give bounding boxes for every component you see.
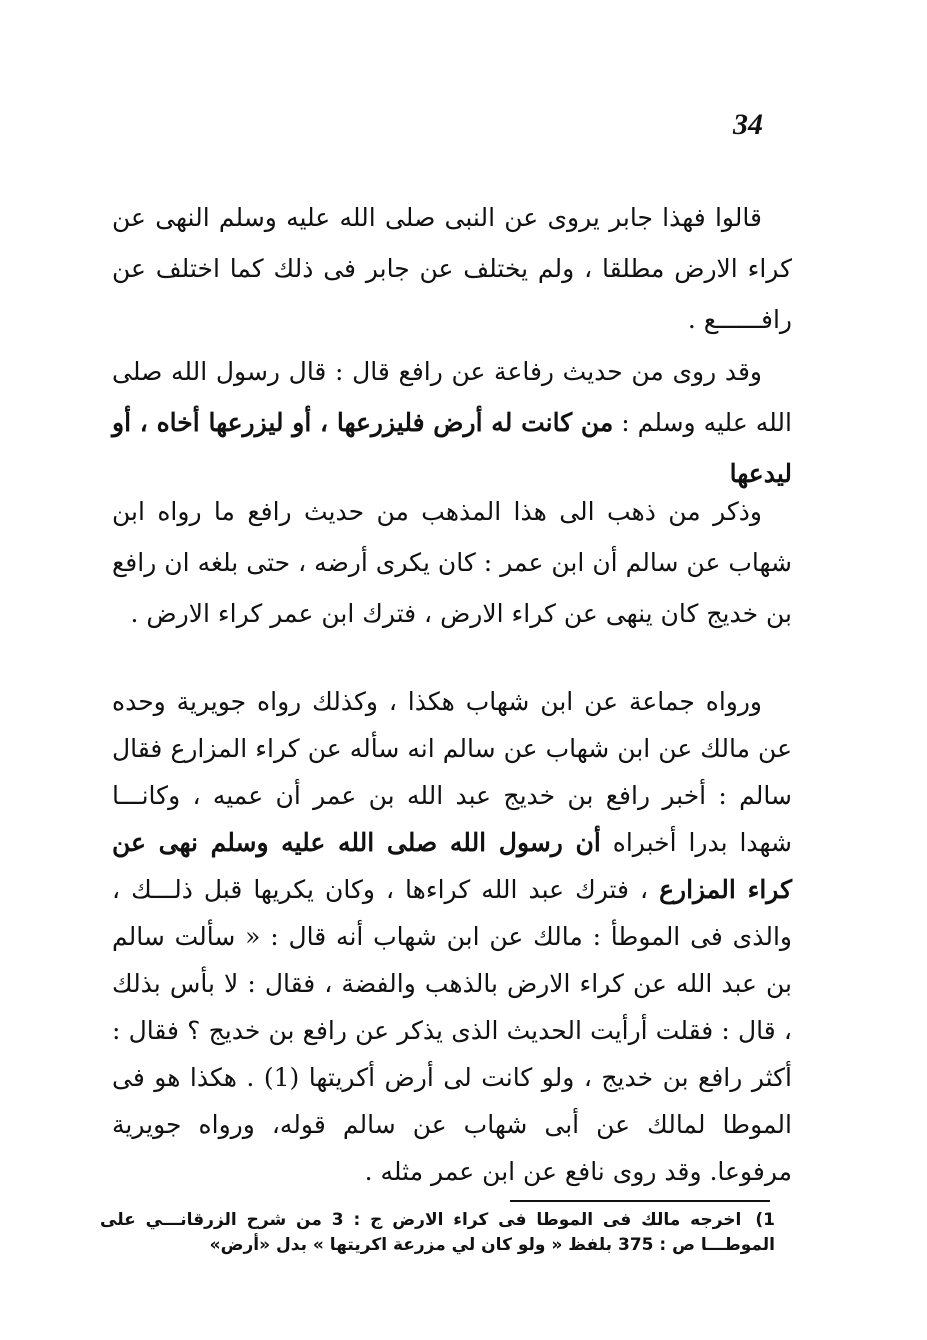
paragraph-4-intro: ورواه جماعة عن ابن شهاب هكذا ، وكذلك رواه جويرية وحده عن مالك عن ابن شهاب عن سالم انه سأله عن كراء المزارع فقال سالم : أخبر رافع بن خديج عبد الله بن عمر أن عميه ، وكانـــا شهدا بدرا أخبراه bbox=[112, 687, 792, 857]
page-number: 34 bbox=[733, 108, 763, 141]
paragraph-1-text: قالوا فهذا جابر يروى عن النبى صلى الله عليه وسلم النهى عن كراء الارض مطلقا ، ولم يختلف عن جابر فى ذلك كما اختلف عن رافــــــع . bbox=[112, 203, 792, 334]
paragraph-2-intro: وقد روى من حديث رفاعة عن رافع قال : قال رسول الله صلى الله عليه وسلم : bbox=[112, 357, 792, 437]
paragraph-2-body bbox=[112, 346, 792, 499]
paragraph-4-body bbox=[112, 678, 792, 1195]
paragraph-2 bbox=[112, 346, 792, 499]
paragraph-3 bbox=[112, 486, 792, 639]
hadith-quote-bold-2: أن رسول الله صلى الله عليه وسلم نهى عن كراء المزارع bbox=[112, 828, 792, 904]
footnote-divider bbox=[510, 1200, 770, 1202]
footnote-marker: 1) bbox=[755, 1210, 775, 1230]
footnote bbox=[100, 1208, 775, 1258]
hadith-quote-bold: من كانت له أرض فليزرعها ، أو ليزرعها أخاه ، أو ليدعها bbox=[112, 408, 792, 488]
footnote-text: اخرجه مالك فى الموطا فى كراء الارض ج : 3 من شرح الزرقانـــي على الموطـــا ص : 375 بلفظ « ولو كان لي مزرعة اكريتها » بدل «أرض» bbox=[100, 1210, 775, 1255]
paragraph-4 bbox=[112, 678, 792, 1195]
paragraph-3-text: وذكر من ذهب الى هذا المذهب من حديث رافع ما رواه ابن شهاب عن سالم أن ابن عمر : كان يكرى أرضه ، حتى بلغه ان رافع بن خديج كان ينهى عن كراء الارض ، فترك ابن عمر كراء الارض . bbox=[112, 497, 792, 628]
paragraph-4-continuation: ، فترك عبد الله كراءها ، وكان يكريها قبل ذلـــك ، والذى فى الموطأ : مالك عن ابن شهاب أنه قال : « سألت سالم بن عبد الله عن كراء الارض بالذهب والفضة ، فقال : لا بأس بذلك ، قال : فقلت أرأيت الحديث الذى يذكر عن رافع بن خديج ؟ فقال : أكثر رافع بن خديج ، ولو كانت لى أرض أكريتها (1) . هكذا هو فى الموطا لمالك عن أبى شهاب عن سالم قوله، ورواه جويرية مرفوعا. وقد روى نافع عن ابن عمر مثله . bbox=[112, 875, 793, 1186]
paragraph-1 bbox=[112, 192, 792, 345]
